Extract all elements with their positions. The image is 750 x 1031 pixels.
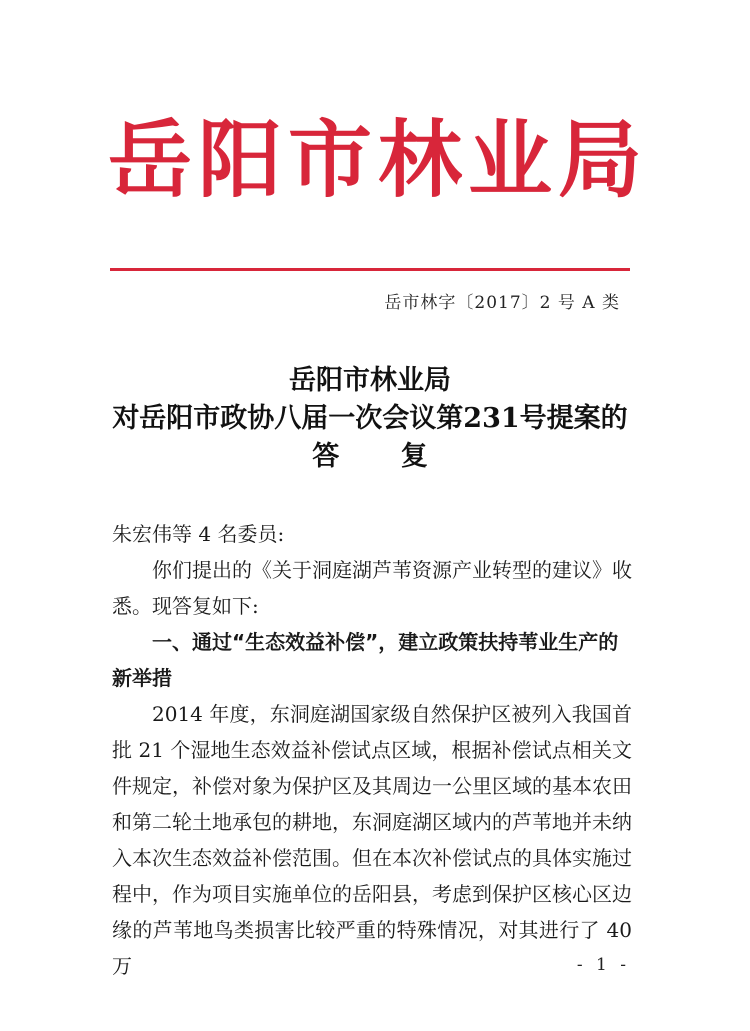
page-number: - 1 -: [576, 955, 630, 975]
title-line-reply: 答 复: [312, 441, 454, 472]
document-number: 岳市林字〔2017〕2 号 A 类: [384, 293, 620, 313]
salutation: 朱宏伟等 4 名委员:: [112, 522, 285, 546]
section-heading-1: 一、通过“生态效益补偿”，建立政策扶持苇业生产的新举措: [112, 630, 619, 690]
body-paragraph-1: 你们提出的《关于洞庭湖芦苇资源产业转型的建议》收悉。现答复如下:: [112, 558, 632, 618]
masthead-red-rule: [110, 268, 630, 271]
title-line-org: 岳阳市林业局: [289, 365, 451, 396]
masthead-org-name: 岳阳市林业局: [108, 110, 649, 209]
title-line-subject: 对岳阳市政协八届一次会议第231号提案的: [112, 403, 628, 434]
document-body: [112, 516, 632, 984]
body-paragraph-2: 2014 年度，东洞庭湖国家级自然保护区被列入我国首批 21 个湿地生态效益补偿试点区域，根据补偿试点相关文件规定，补偿对象为保护区及其周边一公里区域的基本农田和第二轮土地承包的耕地，东洞庭湖区域内的芦苇地并未纳入本次生态效益补偿范围。但在本次补偿试点的具体实施过程中，作为项目实施单位的岳阳县，考虑到保护区核心区边缘的芦苇地鸟类损害比较严重的特殊情况，对其进行了 40 万: [112, 702, 632, 978]
document-title: [100, 362, 640, 476]
